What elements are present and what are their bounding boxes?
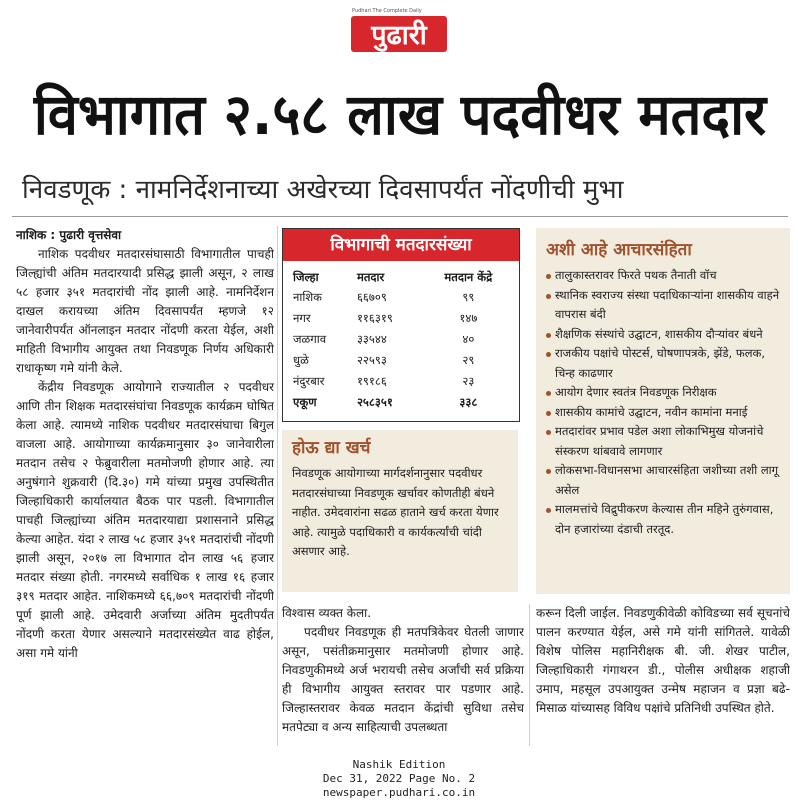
column-divider (277, 226, 278, 746)
table-cell: २५८३५१ (356, 395, 393, 409)
divider (12, 216, 788, 217)
list-item: लोकसभा-विधानसभा आचारसंहिता जशीच्या तशी लागू असेल (546, 461, 786, 500)
table-cell: १९१८६ (356, 374, 387, 388)
list-item: स्थानिक स्वराज्य संस्था पदाधिकाऱ्यांना शासकीय वाहने वापरास बंदी (546, 286, 786, 325)
dateline: नाशिक : पुढारी वृत्तसेवा (16, 228, 122, 242)
paragraph: करून दिली जाईल. निवडणुकीवेळी कोविडच्या सर्व सूचनांचे पालन करण्यात येईल, असे गमे यांनी सांगितले. यावेळी विशेष पोलिस महानिरीक्षक बी. जी. शेखर पाटील, जिल्हाधिकारी गंगाथरन डी., पोलीस अधीक्षक शहाजी उमाप, महसूल उपआयुक्त उन्मेष महाजन व प्रज्ञा बढे-मिसाळ यांच्यासह विविध पक्षांचे प्रतिनिधी उपस्थित होते. (536, 606, 790, 715)
paragraph: केंद्रीय निवडणूक आयोगाने राज्यातील २ पदवीधर आणि तीन शिक्षक मतदारसंघांचा निवडणूक कार्यक्रम घोषित केला आहे. त्यामध्ये नाशिक पदवीधर मतदारसंघाचा बिगुल वाजला आहे. आयोगाच्या कार्यक्रमानुसार ३० जानेवारीला मतदान तसेच २ फेब्रुवारीला मतमोजणी होणार आहे. त्या अनुषंगाने शुक्रवारी (दि.३०) गमे यांच्या प्रमुख उपस्थितीत जिल्हाधिकारी कार्यालयात बैठक पार पडली. विभागातील पाचही जिल्ह्यांच्या अंतिम मतदारयाद्या प्रशासनाने प्रसिद्ध केल्या आहेत. यंदा २ लाख ५८ हजार ३५१ मतदारांची नोंदणी झाली असून, २०१७ ला विभागात दोन लाख ५६ हजार मतदार संख्या होती. नगरमध्ये सर्वाधिक १ लाख १६ हजार ३१९ मतदार आहेत. नाशिकमध्ये ६६,७०९ मतदारांची नोंदणी पूर्ण झाली आहे. उमेदवारी अर्जाच्या अंतिम मुदतीपर्यंत नोंदणी करता येणार असल्याने मतदारसंख्येत वाढ होईल, असा गमे यांनी (16, 380, 274, 660)
table-cell: एकूण (293, 395, 317, 409)
column-header: मतदान केंद्रे (444, 270, 493, 284)
article-column-right (536, 604, 790, 750)
bullet-icon (546, 430, 551, 435)
table-cell: ३३५४४ (356, 332, 387, 346)
table-cell: २९ (462, 353, 475, 367)
table-cell: १४७ (459, 311, 478, 325)
list-item: मालमत्तांचे विद्रुपीकरण केल्यास तीन महिने तुरुंगवास, दोन हजारांच्या दंडाची तरतूद. (546, 500, 786, 539)
spending-box (282, 430, 518, 592)
table-cell: नगर (293, 311, 311, 325)
bullet-icon (546, 508, 551, 513)
logo-tagline: Pudhari The Complete Daily (352, 8, 422, 14)
table-header-row (291, 267, 513, 287)
table-cell: ९९ (462, 290, 475, 304)
list-item: तालुकास्तरावर फिरते पथक तैनाती वॉच (546, 266, 786, 286)
edition-label: Nashik Edition (352, 758, 446, 771)
table-cell: नाशिक (293, 290, 322, 304)
code-of-conduct-box (536, 228, 790, 594)
column-header: जिल्हा (293, 270, 319, 284)
column-header: मतदार (356, 270, 385, 284)
bullet-icon (546, 352, 551, 357)
column-divider (529, 604, 530, 746)
pudhari-logo (351, 10, 447, 54)
list-item: आयोग देणार स्वतंत्र निवडणूक निरीक्षक (546, 383, 786, 403)
bullet-icon (546, 274, 551, 279)
table-cell: जळगाव (293, 332, 327, 346)
list-item: शैक्षणिक संस्थांचे उद्घाटन, शासकीय दौऱ्यांवर बंधने (546, 325, 786, 345)
list-item: मतदारांवर प्रभाव पडेल अशा लोकाभिमुख योजनांचे संस्करण थांबवावे लागणार (546, 422, 786, 461)
table-cell: ४० (462, 332, 475, 346)
table-row (291, 329, 513, 350)
table-cell: धुळे (293, 353, 309, 367)
paragraph: विश्वास व्यक्त केला. (282, 606, 372, 620)
footer (0, 758, 798, 800)
bullet-icon (546, 333, 551, 338)
table-cell: २३ (462, 374, 475, 388)
bullet-icon (546, 294, 551, 299)
voter-box-title: विभागाची मतदारसंख्या (283, 229, 519, 261)
table-row (291, 350, 513, 371)
headline: विभागात २.५८ लाख पदवीधर मतदार (33, 81, 767, 148)
table-total-row (291, 392, 513, 413)
list-item: राजकीय पक्षांचे पोस्टर्स, घोषणापत्रके, झेंडे, फलक, चिन्ह काढणार (546, 344, 786, 383)
subheadline: निवडणूक : नामनिर्देशनाच्या अखेरच्या दिवसापर्यंत नोंदणीची मुभा (22, 175, 624, 205)
table-cell: २२५९३ (356, 353, 387, 367)
table-cell: ११६३१९ (356, 311, 393, 325)
voter-count-box (282, 228, 520, 422)
table-cell: नंदुरबार (293, 374, 325, 388)
code-box-title: अशी आहे आचारसंहिता (546, 240, 692, 260)
logo-text: पुढारी (371, 20, 427, 51)
article-column-left (16, 226, 274, 750)
table-row (291, 308, 513, 329)
table-row (291, 371, 513, 392)
paragraph: नाशिक पदवीधर मतदारसंघासाठी विभागातील पाचही जिल्ह्यांची अंतिम मतदारयादी प्रसिद्ध झाली असून, २ लाख ५८ हजार ३५१ मतदारांची नोंद झाली आहे. नामनिर्देशन दाखल करायच्या अंतिम दिवसापर्यंत म्हणजे १२ जानेवारीपर्यंत ऑनलाइन मतदार नोंदणी करता येईल, अशी माहिती विभागीय आयुक्त तथा निवडणूक निर्णय अधिकारी राधाकृष्ण गमे यांनी केले. (16, 247, 274, 375)
code-list (546, 266, 786, 539)
list-item: शासकीय कामांचे उद्घाटन, नवीन कामांना मनाई (546, 403, 786, 423)
bullet-icon (546, 469, 551, 474)
spending-box-title: होऊ द्या खर्च (292, 438, 371, 458)
masthead (0, 6, 798, 60)
table-cell: ६६७०९ (356, 290, 387, 304)
spending-box-text: निवडणूक आयोगाच्या मार्गदर्शनानुसार पदवीधर मतदारसंघाच्या निवडणूक खर्चावर कोणतीही बंधने नाहीत. उमेदवारांना सढळ हाताने खर्च करता येणार आहे. त्यामुळे पदाधिकारी व कार्यकर्त्यांची चांदी असणार आहे. (292, 466, 499, 558)
article-column-middle (282, 604, 524, 750)
table-row (291, 287, 513, 308)
bullet-icon (546, 391, 551, 396)
date-page-label: Dec 31, 2022 Page No. 2 (322, 772, 476, 785)
table-cell: ३३८ (459, 395, 478, 409)
bullet-icon (546, 411, 551, 416)
paragraph: पदवीधर निवडणूक ही मतपत्रिकेवर घेतली जाणार असून, पसंतीक्रमानुसार मतमोजणी होणार आहे. निवडणुकीमध्ये अर्ज भरायची तसेच अर्जांची सर्व प्रक्रिया ही विभागीय आयुक्त स्तरावर पार पडणार आहे. जिल्हास्तरावर केवळ मतदान केंद्रांची सुविधा तसेच मतपेट्या व अन्य साहित्याची उपलब्धता (282, 625, 524, 734)
website-link[interactable]: newspaper.pudhari.co.in (322, 786, 476, 799)
voter-table (291, 267, 513, 413)
